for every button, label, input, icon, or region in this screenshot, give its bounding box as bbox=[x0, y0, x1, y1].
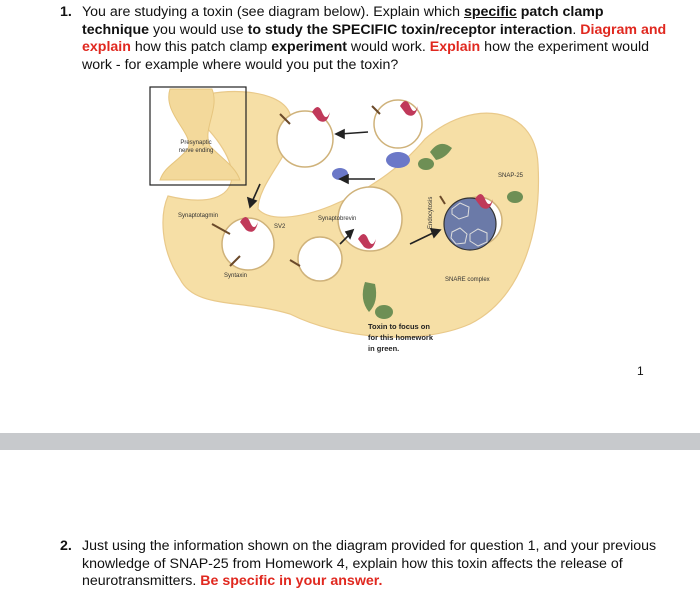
q1-specific-emphasis: specific bbox=[463, 4, 517, 20]
label-sv2: SV2 bbox=[274, 224, 286, 230]
toxin-note-line1: Toxin to focus on bbox=[368, 322, 430, 331]
label-snap25: SNAP-25 bbox=[498, 173, 524, 179]
question-1 bbox=[60, 4, 670, 74]
toxin-note-line2: for this homework bbox=[368, 333, 434, 342]
q1-explain-emphasis: Explain bbox=[429, 39, 481, 55]
question-1-text bbox=[82, 4, 670, 74]
q2-be-specific-emphasis: Be specific in your answer. bbox=[200, 573, 383, 589]
q1-experiment-emphasis: experiment bbox=[271, 39, 347, 55]
q1-text-part: how the experiment would work - for example where would you put the toxin? bbox=[82, 39, 650, 73]
q1-text-part: how this patch clamp bbox=[130, 39, 272, 55]
q1-text-part: you would use bbox=[149, 21, 248, 38]
q1-interaction-emphasis: to study the SPECIFIC toxin/receptor interaction bbox=[247, 21, 573, 38]
q1-technique-emphasis: patch clamp technique bbox=[82, 4, 604, 38]
q1-text-part: You are studying a toxin (see diagram below). Explain which bbox=[82, 4, 464, 20]
blue-protein bbox=[386, 152, 410, 168]
vesicle bbox=[374, 100, 422, 148]
page-number: 1 bbox=[637, 364, 644, 378]
question-2-number: 2. bbox=[60, 538, 72, 554]
synaptic-vesicle-cycle-diagram bbox=[140, 84, 560, 374]
q1-text-part: . bbox=[572, 21, 581, 38]
label-syntaxin: Syntaxin bbox=[224, 273, 248, 279]
question-2-text bbox=[82, 538, 670, 591]
question-1-number: 1. bbox=[60, 4, 72, 20]
label-synaptotagmin: Synaptotagmin bbox=[178, 213, 219, 219]
label-synaptobrevin: Synaptobrevin bbox=[318, 216, 357, 222]
label-snare-complex: SNARE complex bbox=[445, 277, 490, 283]
label-endocytosis: Endocytosis bbox=[428, 196, 434, 229]
q1-text-part: would work. bbox=[346, 39, 430, 55]
inset-label-line1: Presynaptic bbox=[180, 140, 212, 146]
question-2 bbox=[60, 538, 670, 591]
q2-text-part: Just using the information shown on the diagram provided for question 1, and your previous knowledge of SNAP-25 from Homework 4, explain how this toxin affects the release of neurotransmitters. bbox=[82, 538, 657, 589]
inset-label-line2: nerve ending bbox=[178, 148, 214, 154]
toxin-note-line3: in green. bbox=[368, 344, 400, 353]
page-divider bbox=[0, 433, 700, 450]
vesicle bbox=[298, 237, 342, 281]
q1-diagram-explain-emphasis: Diagram and explain bbox=[82, 21, 667, 55]
